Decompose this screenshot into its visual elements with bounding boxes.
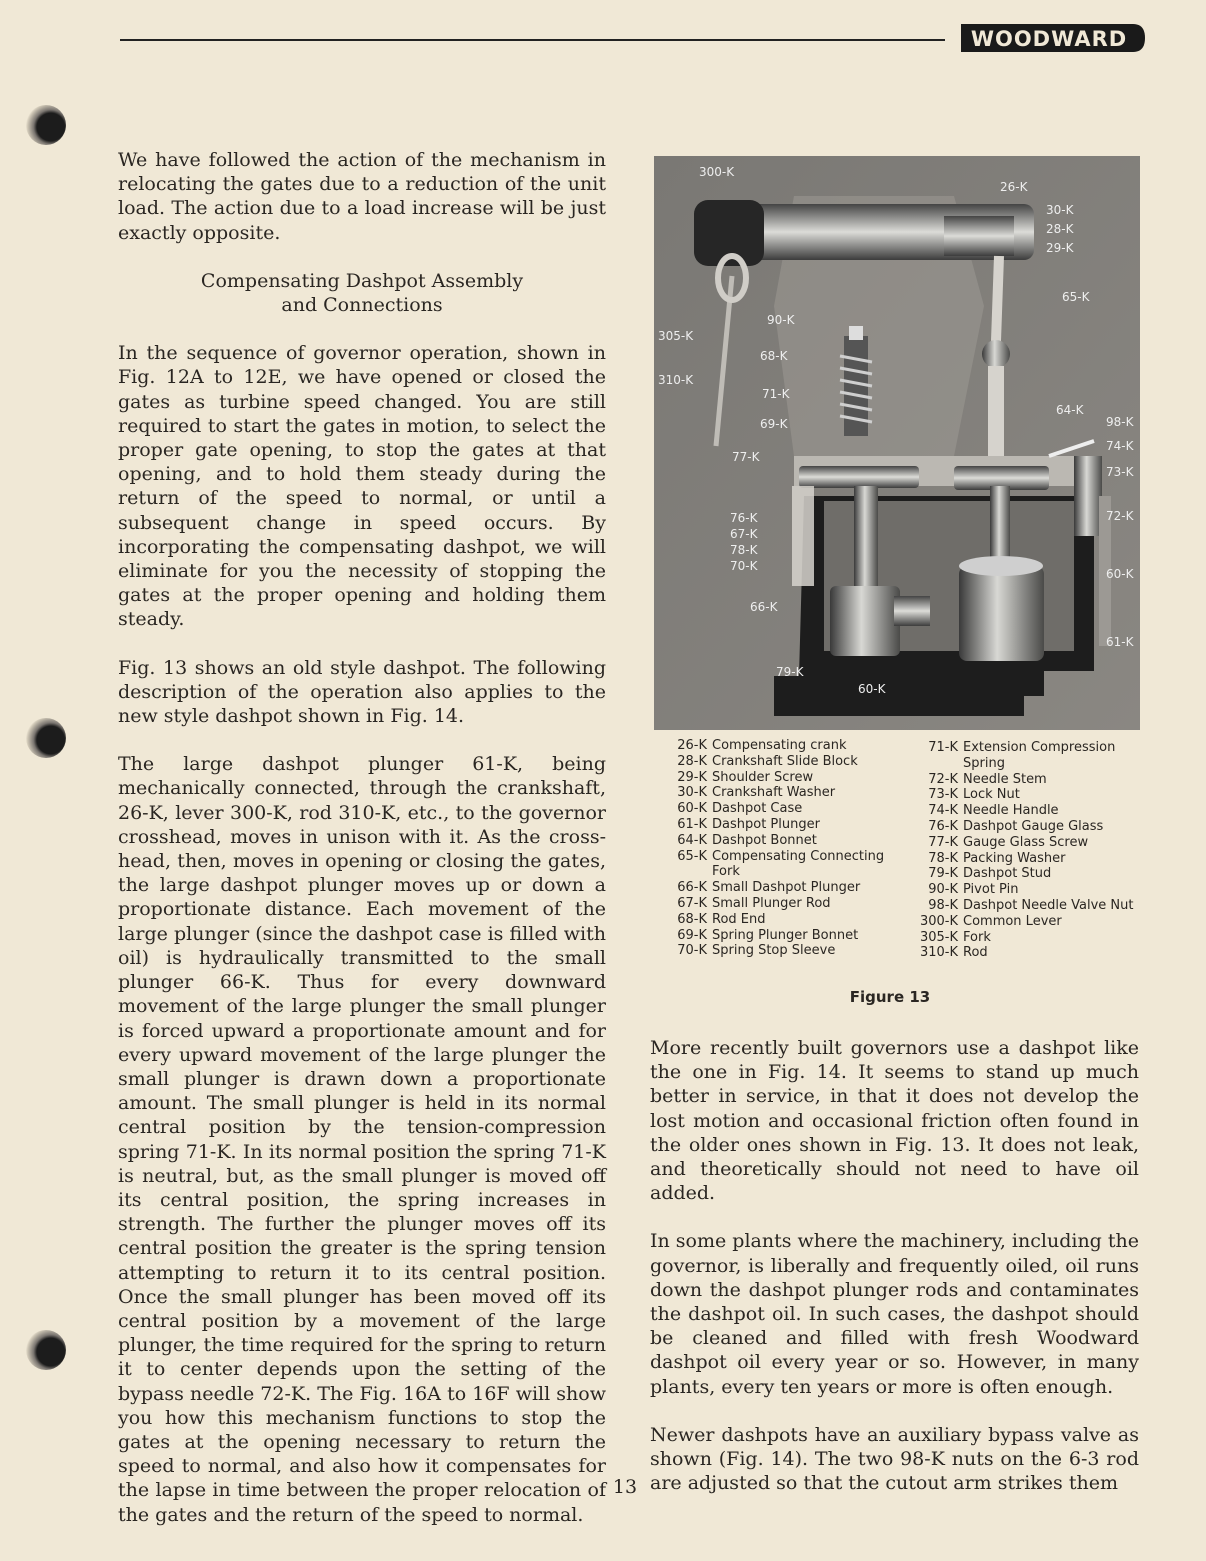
part-code: 26-K xyxy=(677,738,707,753)
part-code: 77-K xyxy=(928,834,958,850)
part-description: Common Lever xyxy=(963,913,1062,929)
left-column xyxy=(118,148,606,1551)
paragraph: More recently built governors use a dashpot like the one in Fig. 14. It seems to stand up much better in service, in that it does not develop the lost motion and occasional friction often found in the older ones shown in Fig. 13. It does not leak, and theoretically should not need to have oil added. xyxy=(650,1037,1139,1205)
part-description: Extension Compression Spring xyxy=(963,740,1116,771)
part-description: Crankshaft Slide Block xyxy=(712,753,858,769)
part-code: 305-K xyxy=(919,929,958,945)
legend-row xyxy=(665,754,905,770)
part-code: 30-K xyxy=(677,785,707,801)
callout-label: 98-K xyxy=(1106,415,1134,429)
figure-caption: Figure 13 xyxy=(849,988,931,1006)
paragraph: The large dashpot plunger 61-K, being mechanically connected, through the crankshaft, 26-K, lever 300-K, rod 310-K, etc., to the governor crosshead, moves in unison with it. As the cross-head, then, moves in opening or closing the gates, the large dashpot plunger moves up or down a proportionate distance. Each movement of the large plunger (since the dashpot case is filled with oil) is hydraulically transmitted to the small plunger 66-K. Thus for every downward movement of the large plunger the small plunger is forced upward a proportionate amount and for every upward movement of the large plunger the small plunger is drawn down a proportionate amount. The small plunger is held in its normal central position by the tension-compression spring 71-K. In its normal position the spring 71-K is neutral, but, as the small plunger is moved off its central position, the spring increases in strength. The further the plunger moves off its central position the greater is the spring tension attempting to return it to its central position. Once the small plunger has been moved off its central position by a movement of the large plunger, the time required for the spring to return it to center depends upon the setting of the bypass needle 72-K. The Fig. 16A to 16F will show you how this mechanism functions to stop the gates at the opening necessary to return the speed to normal, and also how it compensates for the lapse in time between the proper relocation of the gates and the return of the speed to normal. xyxy=(118,753,606,1526)
part-code: 71-K xyxy=(928,740,958,755)
callout-label: 30-K xyxy=(1046,203,1074,217)
part-description: Small Plunger Rod xyxy=(712,895,831,911)
part-description: Compensating Connecting Fork xyxy=(712,848,885,880)
header-rule xyxy=(120,39,945,41)
legend-row xyxy=(918,930,1138,946)
part-description: Dashpot Stud xyxy=(963,866,1052,882)
callout-label: 90-K xyxy=(767,313,795,327)
part-code: 68-K xyxy=(677,911,707,927)
part-description: Crankshaft Washer xyxy=(712,785,836,801)
figure-legend-right xyxy=(918,740,1138,961)
legend-row xyxy=(665,880,905,896)
callout-label: 64-K xyxy=(1056,403,1084,417)
part-code: 76-K xyxy=(928,818,958,834)
part-code: 65-K xyxy=(677,848,707,864)
callout-label: 72-K xyxy=(1106,509,1134,523)
part-code: 60-K xyxy=(677,801,707,817)
callout-label: 68-K xyxy=(760,349,788,363)
part-description: Dashpot Plunger xyxy=(712,816,820,832)
part-code: 98-K xyxy=(928,897,958,913)
legend-row xyxy=(665,817,905,833)
legend-row xyxy=(665,912,905,928)
callout-label: 60-K xyxy=(858,682,886,696)
part-code: 61-K xyxy=(677,816,707,832)
part-code: 67-K xyxy=(677,895,707,911)
callout-label: 78-K xyxy=(730,543,758,557)
binder-hole xyxy=(26,1330,66,1370)
callout-label: 70-K xyxy=(730,559,758,573)
part-code: 64-K xyxy=(677,832,707,848)
legend-row xyxy=(665,738,905,754)
part-description: Fork xyxy=(963,929,991,945)
legend-row xyxy=(918,898,1138,914)
legend-row xyxy=(918,787,1138,803)
part-description: Dashpot Case xyxy=(712,801,803,817)
binder-hole xyxy=(26,718,66,758)
callout-label: 61-K xyxy=(1106,635,1134,649)
part-description: Gauge Glass Screw xyxy=(963,834,1089,850)
woodward-logo xyxy=(955,22,1147,54)
part-description: Needle Stem xyxy=(963,771,1047,787)
figure-legend-left xyxy=(665,738,905,959)
callout-label: 65-K xyxy=(1062,290,1090,304)
part-description: Small Dashpot Plunger xyxy=(712,880,861,896)
callout-label: 300-K xyxy=(699,165,735,179)
part-description: Lock Nut xyxy=(963,787,1020,803)
callout-label: 69-K xyxy=(760,417,788,431)
part-description: Packing Washer xyxy=(963,850,1066,866)
part-description: Dashpot Gauge Glass xyxy=(963,818,1104,834)
part-description: Rod xyxy=(963,945,988,961)
paragraph: Fig. 13 shows an old style dashpot. The following description of the operation also applies to the new style dashpot shown in Fig. 14. xyxy=(118,656,606,728)
section-heading-line: Compensating Dashpot Assembly xyxy=(200,269,524,292)
callout-label: 79-K xyxy=(776,665,804,679)
binder-hole xyxy=(26,105,66,145)
legend-row xyxy=(665,896,905,912)
legend-row xyxy=(918,851,1138,867)
callout-label: 60-K xyxy=(1106,567,1134,581)
paragraph: We have followed the action of the mechanism in relocating the gates due to a reduction of the unit load. The action due to a load increase will be just exactly opposite. xyxy=(118,149,606,244)
legend-row xyxy=(918,819,1138,835)
part-code: 28-K xyxy=(677,753,707,769)
callout-label: 74-K xyxy=(1106,439,1134,453)
legend-row xyxy=(665,943,905,959)
callout-label: 310-K xyxy=(658,373,694,387)
part-code: 70-K xyxy=(677,943,707,959)
part-description: Shoulder Screw xyxy=(712,769,814,785)
part-code: 69-K xyxy=(677,927,707,943)
callout-label: 76-K xyxy=(730,511,758,525)
legend-row xyxy=(665,785,905,801)
part-description: Dashpot Bonnet xyxy=(712,832,817,848)
paragraph: In some plants where the machinery, including the governor, is liberally and frequently oiled, oil runs down the dashpot plunger rods and contaminates the dashpot oil. In such cases, the dashpot should be cleaned and filled with fresh Woodward dashpot oil every year or so. However, in many plants, every ten years or more is often enough. xyxy=(650,1230,1139,1398)
part-description: Pivot Pin xyxy=(963,882,1019,898)
callout-label: 73-K xyxy=(1106,465,1134,479)
callout-label: 26-K xyxy=(1000,180,1028,194)
part-description: Spring Plunger Bonnet xyxy=(712,927,859,943)
legend-row xyxy=(665,849,905,881)
legend-row xyxy=(918,740,1138,772)
part-code: 79-K xyxy=(928,866,958,882)
part-code: 29-K xyxy=(677,769,707,785)
legend-row xyxy=(918,866,1138,882)
legend-row xyxy=(665,833,905,849)
part-description: Rod End xyxy=(712,911,766,927)
legend-row xyxy=(918,914,1138,930)
paragraph: Newer dashpots have an auxiliary bypass valve as shown (Fig. 14). The two 98-K nuts on the 6-3 rod are adjusted so that the cutout arm strikes them xyxy=(650,1423,1139,1495)
part-description: Compensating crank xyxy=(712,738,847,753)
section-heading-line: and Connections xyxy=(281,294,443,317)
legend-row xyxy=(665,801,905,817)
callout-label: 77-K xyxy=(732,450,760,464)
part-code: 72-K xyxy=(928,771,958,787)
legend-row xyxy=(918,882,1138,898)
figure-13-photo xyxy=(654,156,1140,730)
part-code: 78-K xyxy=(928,850,958,866)
callout-label: 29-K xyxy=(1046,241,1074,255)
legend-row xyxy=(665,928,905,944)
legend-row xyxy=(918,835,1138,851)
right-column xyxy=(650,1036,1139,1495)
part-description: Spring Stop Sleeve xyxy=(712,943,836,959)
legend-row xyxy=(918,772,1138,788)
callout-label: 67-K xyxy=(730,527,758,541)
paragraph: In the sequence of governor operation, shown in Fig. 12A to 12E, we have opened or closed the gates as turbine speed changed. You are still required to start the gates in motion, to select the proper gate opening, to stop the gates at that opening, and to hold them steady during the return of the speed to normal, or until a subsequent change in speed occurs. By incorporating the compensating dashpot, we will eliminate for you the necessity of stopping the gates at the proper opening and holding them steady. xyxy=(118,342,606,631)
legend-row xyxy=(665,770,905,786)
callout-label: 66-K xyxy=(750,600,778,614)
page-number: 13 xyxy=(612,1476,638,1498)
part-code: 66-K xyxy=(677,880,707,896)
legend-row xyxy=(918,803,1138,819)
legend-row xyxy=(918,945,1138,961)
part-description: Needle Handle xyxy=(963,803,1059,819)
section-heading xyxy=(118,269,606,317)
callout-label: 305-K xyxy=(658,329,694,343)
part-code: 300-K xyxy=(919,913,958,929)
callout-label: 71-K xyxy=(762,387,790,401)
part-code: 90-K xyxy=(928,882,958,898)
part-code: 74-K xyxy=(928,803,958,819)
callout-label: 28-K xyxy=(1046,222,1074,236)
part-description: Dashpot Needle Valve Nut xyxy=(963,897,1134,913)
logo-text: WOODWARD xyxy=(970,27,1128,51)
part-code: 73-K xyxy=(928,787,958,803)
part-code: 310-K xyxy=(919,945,958,961)
